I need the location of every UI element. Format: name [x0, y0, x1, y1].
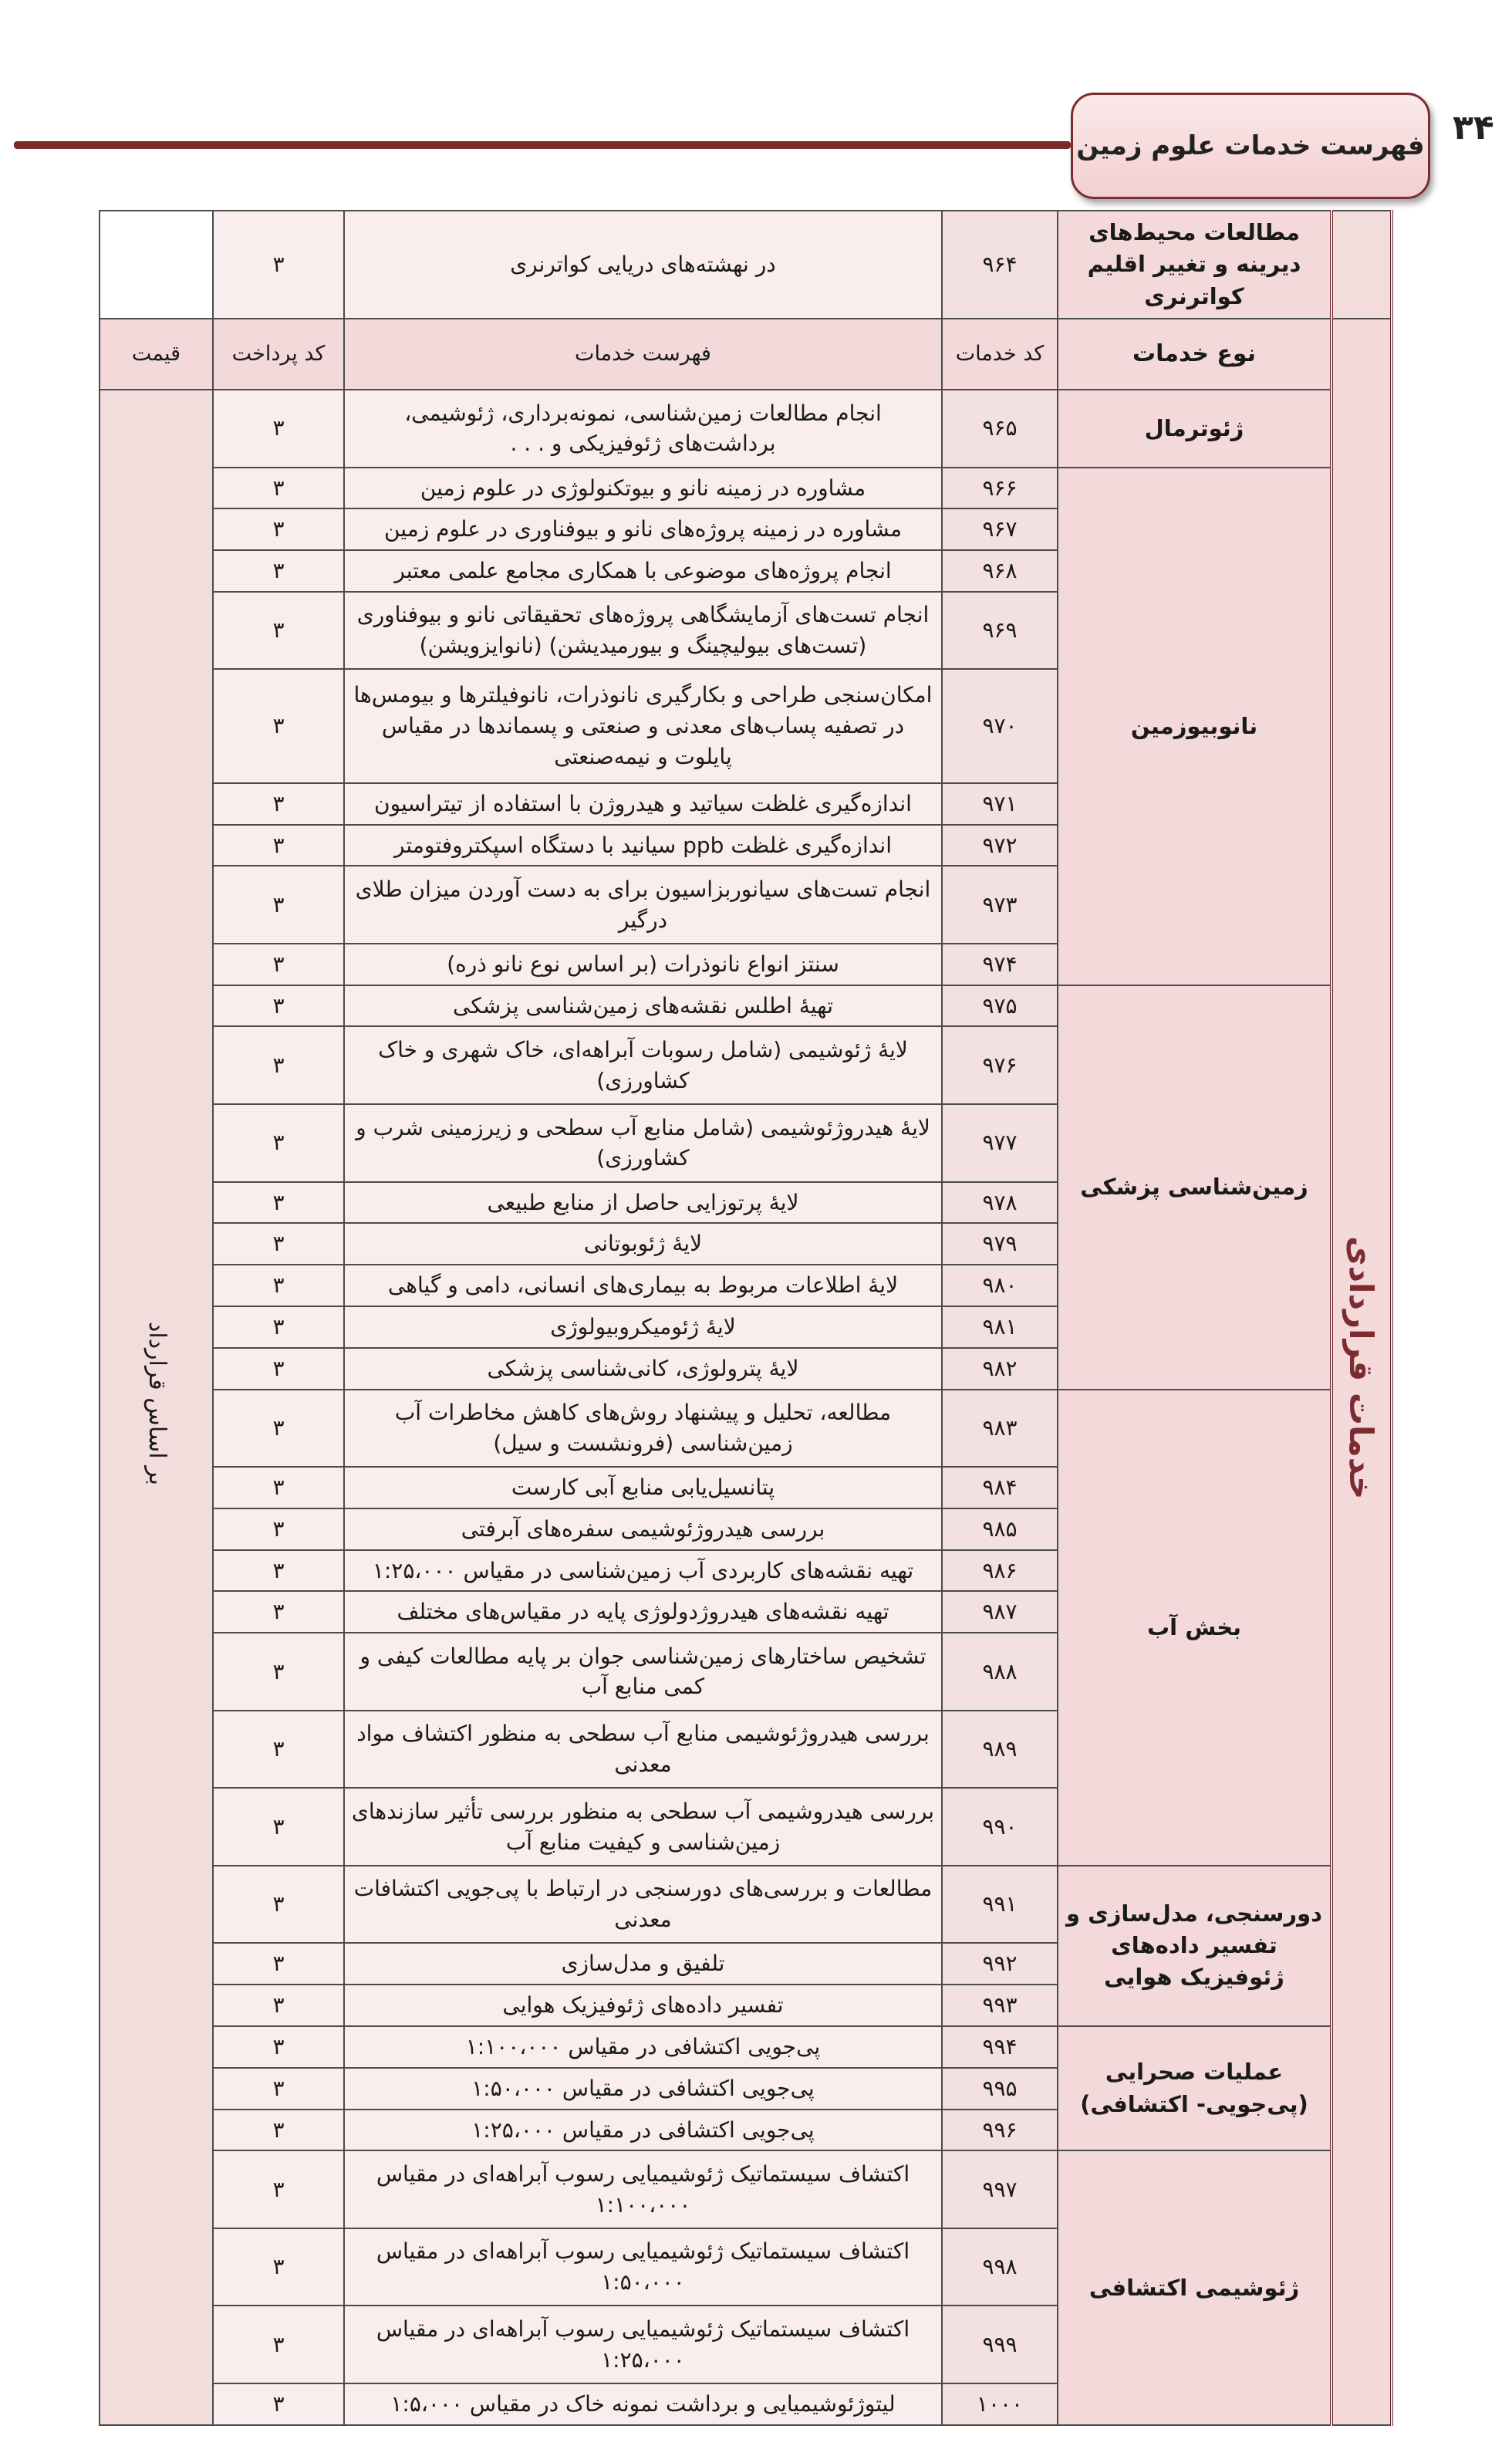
service-code: ۹۶۸ [942, 550, 1058, 592]
service-type-cell: بخش آب [1058, 1390, 1331, 1866]
section-title-cell [1331, 319, 1392, 2425]
payment-code: ۳ [213, 1985, 344, 2026]
payment-code: ۳ [213, 1265, 344, 1306]
payment-code: ۳ [213, 2110, 344, 2151]
payment-code: ۳ [213, 866, 344, 944]
service-code: ۹۹۱ [942, 1866, 1058, 1944]
service-description: انجام تست‌های سیانوربزاسیون برای به دست آوردن میزان طلای درگیر [344, 866, 942, 944]
service-code: ۹۷۳ [942, 866, 1058, 944]
service-description: مشاوره در زمینه پروژه‌های نانو و بیوفناوری در علوم زمین [344, 508, 942, 550]
table-row [100, 2026, 1392, 2068]
service-description: پی‌جویی اکتشافی در مقیاس ۱:۱۰۰،۰۰۰ [344, 2026, 942, 2068]
payment-code: ۳ [213, 2383, 344, 2425]
service-code: ۹۶۷ [942, 508, 1058, 550]
service-code: ۹۷۷ [942, 1104, 1058, 1182]
service-type-cell: دورسنجی، مدل‌سازی و تفسیر داده‌های ژئوفیزیک هوایی [1058, 1866, 1331, 2026]
payment-code: ۳ [213, 669, 344, 782]
payment-code: ۳ [213, 825, 344, 866]
service-code: ۹۷۰ [942, 669, 1058, 782]
table-row [100, 390, 1392, 468]
service-description: بررسی هیدروژئوشیمی سفره‌های آبرفتی [344, 1508, 942, 1550]
service-code: ۹۹۶ [942, 2110, 1058, 2151]
service-description: تهیه نقشه‌های کاربردی آب زمین‌شناسی در مقیاس ۱:۲۵،۰۰۰ [344, 1550, 942, 1592]
service-description: تهیه نقشه‌های هیدروژدولوژی پایه در مقیاس‌های مختلف [344, 1591, 942, 1633]
service-code: ۹۷۴ [942, 944, 1058, 985]
service-description: سنتز انواع نانوذرات (بر اساس نوع نانو ذره) [344, 944, 942, 985]
payment-code: ۳ [213, 1348, 344, 1390]
payment-code: ۳ [213, 592, 344, 670]
header-title: فهرست خدمات علوم زمین [1076, 130, 1425, 161]
payment-code: ۳ [213, 985, 344, 1027]
payment-code: ۳ [213, 2026, 344, 2068]
payment-code: ۳ [213, 1943, 344, 1985]
payment-code: ۳ [213, 1026, 344, 1104]
service-description: تلفیق و مدل‌سازی [344, 1943, 942, 1985]
payment-code: ۳ [213, 2306, 344, 2383]
service-description: لیتوژئوشیمیایی و برداشت نمونه خاک در مقیاس ۱:۵،۰۰۰ [344, 2383, 942, 2425]
service-code: ۹۹۷ [942, 2150, 1058, 2228]
service-type-cell: عملیات صحرایی (پی‌جویی- اکتشافی) [1058, 2026, 1331, 2150]
service-code: ۹۷۶ [942, 1026, 1058, 1104]
header-title-box [1071, 93, 1430, 199]
service-code: ۹۸۶ [942, 1550, 1058, 1592]
table-row [100, 468, 1392, 509]
service-description: تفسیر داده‌های ژئوفیزیک هوایی [344, 1985, 942, 2026]
payment-code: ۳ [213, 550, 344, 592]
payment-code: ۳ [213, 1390, 344, 1468]
service-code: ۹۹۹ [942, 2306, 1058, 2383]
service-description: بررسی هیدروژئوشیمی منابع آب سطحی به منظور اکتشاف مواد معدنی [344, 1711, 942, 1789]
top-pay-cell: ۳ [213, 211, 344, 319]
service-description: مشاوره در زمینه نانو و بیوتکنولوژی در علوم زمین [344, 468, 942, 509]
service-code: ۹۹۰ [942, 1788, 1058, 1866]
service-type-cell: ژئوشیمی اکتشافی [1058, 2150, 1331, 2425]
service-description: انجام پروژه‌های موضوعی با همکاری مجامع علمی معتبر [344, 550, 942, 592]
payment-code: ۳ [213, 2150, 344, 2228]
service-type-cell: نانوبیوزمین [1058, 468, 1331, 985]
service-description: بررسی هیدروشیمی آب سطحی به منظور بررسی تأثیر سازندهای زمین‌شناسی و کیفیت منابع آب [344, 1788, 942, 1866]
service-code: ۹۹۲ [942, 1943, 1058, 1985]
service-code: ۹۸۳ [942, 1390, 1058, 1468]
services-table [99, 210, 1393, 2426]
service-description: لایهٔ پترولوژی، کانی‌شناسی پزشکی [344, 1348, 942, 1390]
service-description: اندازه‌گیری غلظت سیاتید و هیدروژن با استفاده از تیتراسیون [344, 783, 942, 825]
payment-code: ۳ [213, 1306, 344, 1348]
payment-code: ۳ [213, 944, 344, 985]
service-code: ۹۷۸ [942, 1182, 1058, 1224]
table-row [100, 1390, 1392, 1468]
header-type: نوع خدمات [1058, 319, 1331, 390]
table-row [100, 985, 1392, 1027]
service-description: مطالعه، تحلیل و پیشنهاد روش‌های کاهش مخاطرات آب زمین‌شناسی (فرونشست و سیل) [344, 1390, 942, 1468]
payment-code: ۳ [213, 1508, 344, 1550]
page-number: ۳۴ [1453, 108, 1494, 147]
table-row [100, 2150, 1392, 2228]
service-code: ۹۹۸ [942, 2228, 1058, 2306]
service-description: پی‌جویی اکتشافی در مقیاس ۱:۲۵،۰۰۰ [344, 2110, 942, 2151]
service-code: ۹۹۳ [942, 1985, 1058, 2026]
payment-code: ۳ [213, 1467, 344, 1508]
service-description: امکان‌سنجی طراحی و بکارگیری نانوذرات، نانوفیلترها و بیومس‌ها در تصفیه پساب‌های معدنی و صنعتی و پسماندها در مقیاس پایلوت و نیمه‌صنعتی [344, 669, 942, 782]
service-code: ۹۶۹ [942, 592, 1058, 670]
header-pay: کد پرداخت [213, 319, 344, 390]
service-code: ۹۸۸ [942, 1633, 1058, 1711]
payment-code: ۳ [213, 1104, 344, 1182]
service-description: انجام مطالعات زمین‌شناسی، نمونه‌برداری، ژئوشیمی، برداشت‌های ژئوفیزیکی و . . . [344, 390, 942, 468]
service-code: ۱۰۰۰ [942, 2383, 1058, 2425]
service-code: ۹۷۵ [942, 985, 1058, 1027]
price-note: بر اساس قرارداد [143, 1321, 170, 1485]
price-cell [100, 390, 213, 2425]
payment-code: ۳ [213, 783, 344, 825]
payment-code: ۳ [213, 1182, 344, 1224]
service-description: انجام تست‌های آزمایشگاهی پروژه‌های تحقیقاتی نانو و بیوفناوری (تست‌های بیولیچینگ و بیورمیدیشن) (نانوایزویشن) [344, 592, 942, 670]
table-row-top [100, 211, 1392, 319]
payment-code: ۳ [213, 2228, 344, 2306]
payment-code: ۳ [213, 468, 344, 509]
service-code: ۹۸۰ [942, 1265, 1058, 1306]
service-code: ۹۸۷ [942, 1591, 1058, 1633]
service-description: تهیهٔ اطلس نقشه‌های زمین‌شناسی پزشکی [344, 985, 942, 1027]
service-code: ۹۸۱ [942, 1306, 1058, 1348]
service-code: ۹۸۵ [942, 1508, 1058, 1550]
header-code: کد خدمات [942, 319, 1058, 390]
payment-code: ۳ [213, 1633, 344, 1711]
service-description: لایهٔ اطلاعات مربوط به بیماری‌های انسانی، دامی و گیاهی [344, 1265, 942, 1306]
payment-code: ۳ [213, 1591, 344, 1633]
service-description: تشخیص ساختارهای زمین‌شناسی جوان بر پایه مطالعات کیفی و کمی منابع آب [344, 1633, 942, 1711]
service-type-cell: زمین‌شناسی پزشکی [1058, 985, 1331, 1390]
top-service-cell: در نهشته‌های دریایی کواترنری [344, 211, 942, 319]
header-service: فهرست خدمات [344, 319, 942, 390]
service-description: لایهٔ ژئومیکروبیولوژی [344, 1306, 942, 1348]
service-code: ۹۸۴ [942, 1467, 1058, 1508]
service-code: ۹۷۹ [942, 1223, 1058, 1265]
top-code-cell: ۹۶۴ [942, 211, 1058, 319]
service-description: اکتشاف سیستماتیک ژئوشیمیایی رسوب آبراهه‌ای در مقیاس ۱:۲۵،۰۰۰ [344, 2306, 942, 2383]
section-title: خدمات قراردادی [1342, 1235, 1380, 1499]
service-code: ۹۹۴ [942, 2026, 1058, 2068]
top-price-cell [100, 211, 213, 319]
payment-code: ۳ [213, 1550, 344, 1592]
service-description: اکتشاف سیستماتیک ژئوشیمیایی رسوب آبراهه‌ای در مقیاس ۱:۱۰۰،۰۰۰ [344, 2150, 942, 2228]
payment-code: ۳ [213, 1866, 344, 1944]
outer-top-cell [1331, 211, 1392, 319]
service-code: ۹۹۵ [942, 2068, 1058, 2110]
service-description: پتانسیل‌یابی منابع آبی کارست [344, 1467, 942, 1508]
service-code: ۹۷۲ [942, 825, 1058, 866]
service-code: ۹۸۲ [942, 1348, 1058, 1390]
service-description: لایهٔ هیدروژئوشیمی (شامل منابع آب سطحی و زیرزمینی شرب و کشاورزی) [344, 1104, 942, 1182]
service-description: اندازه‌گیری غلظت ppb سیانید با دستگاه اسپکتروفتومتر [344, 825, 942, 866]
service-type-cell: ژئوترمال [1058, 390, 1331, 468]
payment-code: ۳ [213, 1223, 344, 1265]
service-description: لایهٔ پرتوزایی حاصل از منابع طبیعی [344, 1182, 942, 1224]
payment-code: ۳ [213, 2068, 344, 2110]
service-code: ۹۶۵ [942, 390, 1058, 468]
service-description: پی‌جویی اکتشافی در مقیاس ۱:۵۰،۰۰۰ [344, 2068, 942, 2110]
payment-code: ۳ [213, 508, 344, 550]
service-code: ۹۶۶ [942, 468, 1058, 509]
payment-code: ۳ [213, 390, 344, 468]
service-description: لایهٔ ژئوبوتانی [344, 1223, 942, 1265]
payment-code: ۳ [213, 1711, 344, 1789]
service-code: ۹۷۱ [942, 783, 1058, 825]
service-code: ۹۸۹ [942, 1711, 1058, 1789]
service-description: لایهٔ ژئوشیمی (شامل رسوبات آبراهه‌ای، خاک شهری و خاک کشاورزی) [344, 1026, 942, 1104]
header-rule [14, 141, 1071, 149]
header-price: قیمت [100, 319, 213, 390]
table-row [100, 1866, 1392, 1944]
service-description: اکتشاف سیستماتیک ژئوشیمیایی رسوب آبراهه‌ای در مقیاس ۱:۵۰،۰۰۰ [344, 2228, 942, 2306]
payment-code: ۳ [213, 1788, 344, 1866]
table-header-row [100, 319, 1392, 390]
top-type-cell: مطالعات محیط‌های دیرینه و تغییر اقلیم کواترنری [1058, 211, 1331, 319]
service-description: مطالعات و بررسی‌های دورسنجی در ارتباط با پی‌جویی اکتشافات معدنی [344, 1866, 942, 1944]
